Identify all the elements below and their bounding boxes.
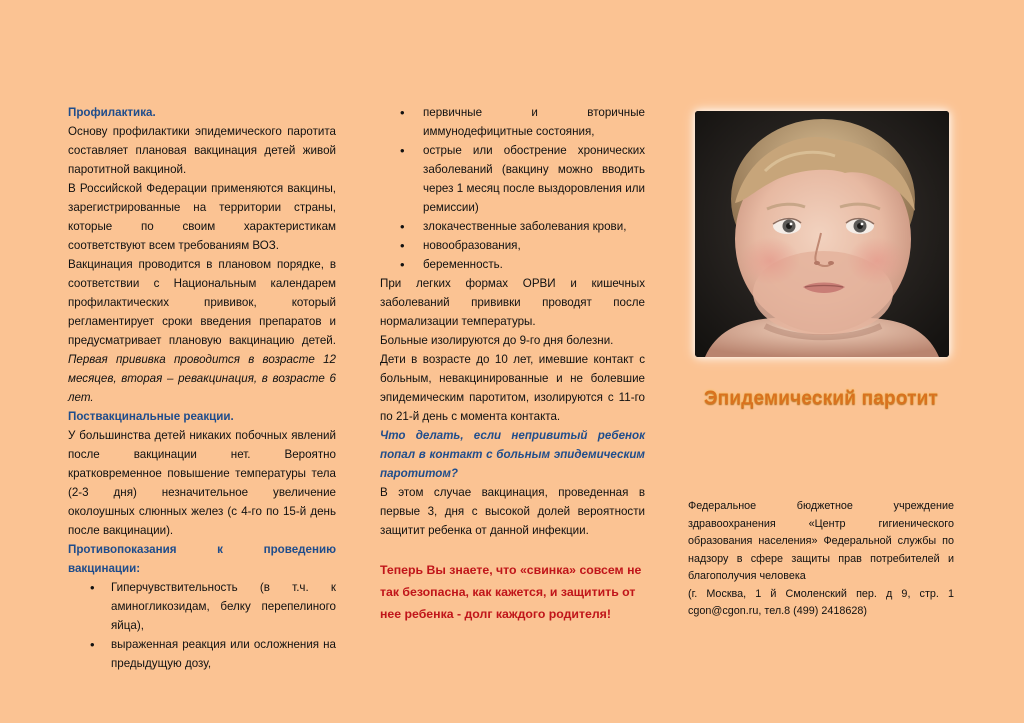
isolation-text: Больные изолируются до 9-го дня болезни. bbox=[380, 334, 614, 347]
list-item bbox=[68, 635, 336, 673]
list-item-text: новообразования, bbox=[423, 239, 521, 252]
postvaccination-heading: Поствакцинальные реакции. bbox=[68, 410, 234, 423]
list-item bbox=[380, 141, 645, 217]
arvi-text: При легких формах ОРВИ и кишечных заболеваний прививки проводят после нормализации температуры. bbox=[380, 277, 645, 328]
vaccination-ages-text: Первая прививка проводится в возрасте 12 месяцев, вторая – ревакцинация, в возрасте 6 лет. bbox=[68, 353, 336, 404]
vaccination-schedule-text: Вакцинация проводится в плановом порядке, в соответствии с Национальным календарем профилактических прививок, который регламентирует сроки введения препаратов и предусматривает плановую вакцинацию детей. bbox=[68, 258, 336, 347]
list-item-text: Гиперчувствительность (в т.ч. к аминогликозидам, белку перепелиного яйца), bbox=[111, 581, 336, 632]
prophylaxis-paragraph-2: В Российской Федерации применяются вакцины, зарегистрированные на территории страны, которые по своим характеристикам соответствуют всем требованиям ВОЗ. bbox=[68, 182, 336, 252]
prophylaxis-paragraph-3 bbox=[68, 255, 336, 407]
prophylaxis-paragraph-1: Основу профилактики эпидемического паротита составляет плановая вакцинация детей живой паротитной вакциной. bbox=[68, 125, 336, 176]
contact-text: Дети в возрасте до 10 лет, имевшие контакт с больным, невакцинированные и не болевшие эпидемическим паротитом, изолируются с 11-го по 21-й день с момента контакта. bbox=[380, 353, 645, 423]
child-face-illustration bbox=[695, 111, 949, 357]
postvaccination-text: У большинства детей никаких побочных явлений после вакцинации нет. Вероятно кратковременное повышение температуры тела (2-3 дня) незначительное увеличение околоушных слюнных желез (с 4-го по 15-й день после вакцинации). bbox=[68, 429, 336, 537]
brochure-title: Эпидемический паротит bbox=[703, 388, 939, 409]
list-item-text: злокачественные заболевания крови, bbox=[423, 220, 627, 233]
list-item-text: выраженная реакция или осложнения на предыдущую дозу, bbox=[111, 638, 336, 670]
closing-warning: Теперь Вы знаете, что «свинка» совсем не так безопасна, как кажется, и защитить от нее ребенка - долг каждого родителя! bbox=[380, 563, 642, 621]
list-item bbox=[380, 236, 645, 255]
address-text: (г. Москва, 1 й Смоленский пер. д 9, стр. 1 cgon@cgon.ru, тел.8 (499) 2418628) bbox=[688, 587, 954, 617]
right-column-info bbox=[688, 498, 954, 621]
contraindications-heading: Противопоказания к проведению вакцинации: bbox=[68, 543, 336, 575]
list-item bbox=[380, 255, 645, 274]
answer-text: В этом случае вакцинация, проведенная в первые 3, дня с высокой долей вероятности защитит ребенка от данной инфекции. bbox=[380, 486, 645, 537]
list-item bbox=[380, 103, 645, 141]
middle-column bbox=[380, 103, 645, 625]
contraindications-list-middle bbox=[380, 103, 645, 274]
question-heading: Что делать, если непривитый ребенок попал в контакт с больным эпидемическим паротитом? bbox=[380, 429, 645, 480]
list-item-text: острые или обострение хронических заболеваний (вакцину можно вводить через 1 месяц после выздоровления или ремиссии) bbox=[423, 144, 645, 214]
list-item-text: первичные и вторичные иммунодефицитные состояния, bbox=[423, 106, 645, 138]
contraindications-list-left bbox=[68, 578, 336, 673]
child-photo bbox=[695, 111, 949, 357]
organization-text: Федеральное бюджетное учреждение здравоохранения «Центр гигиенического образования населения» Федеральной службы по надзору в сфере защиты прав потребителей и благополучия человека bbox=[688, 500, 954, 582]
prophylaxis-heading: Профилактика. bbox=[68, 106, 156, 119]
left-column bbox=[68, 103, 336, 673]
list-item bbox=[68, 578, 336, 635]
spacer bbox=[380, 540, 645, 559]
list-item-text: беременность. bbox=[423, 258, 503, 271]
list-item bbox=[380, 217, 645, 236]
